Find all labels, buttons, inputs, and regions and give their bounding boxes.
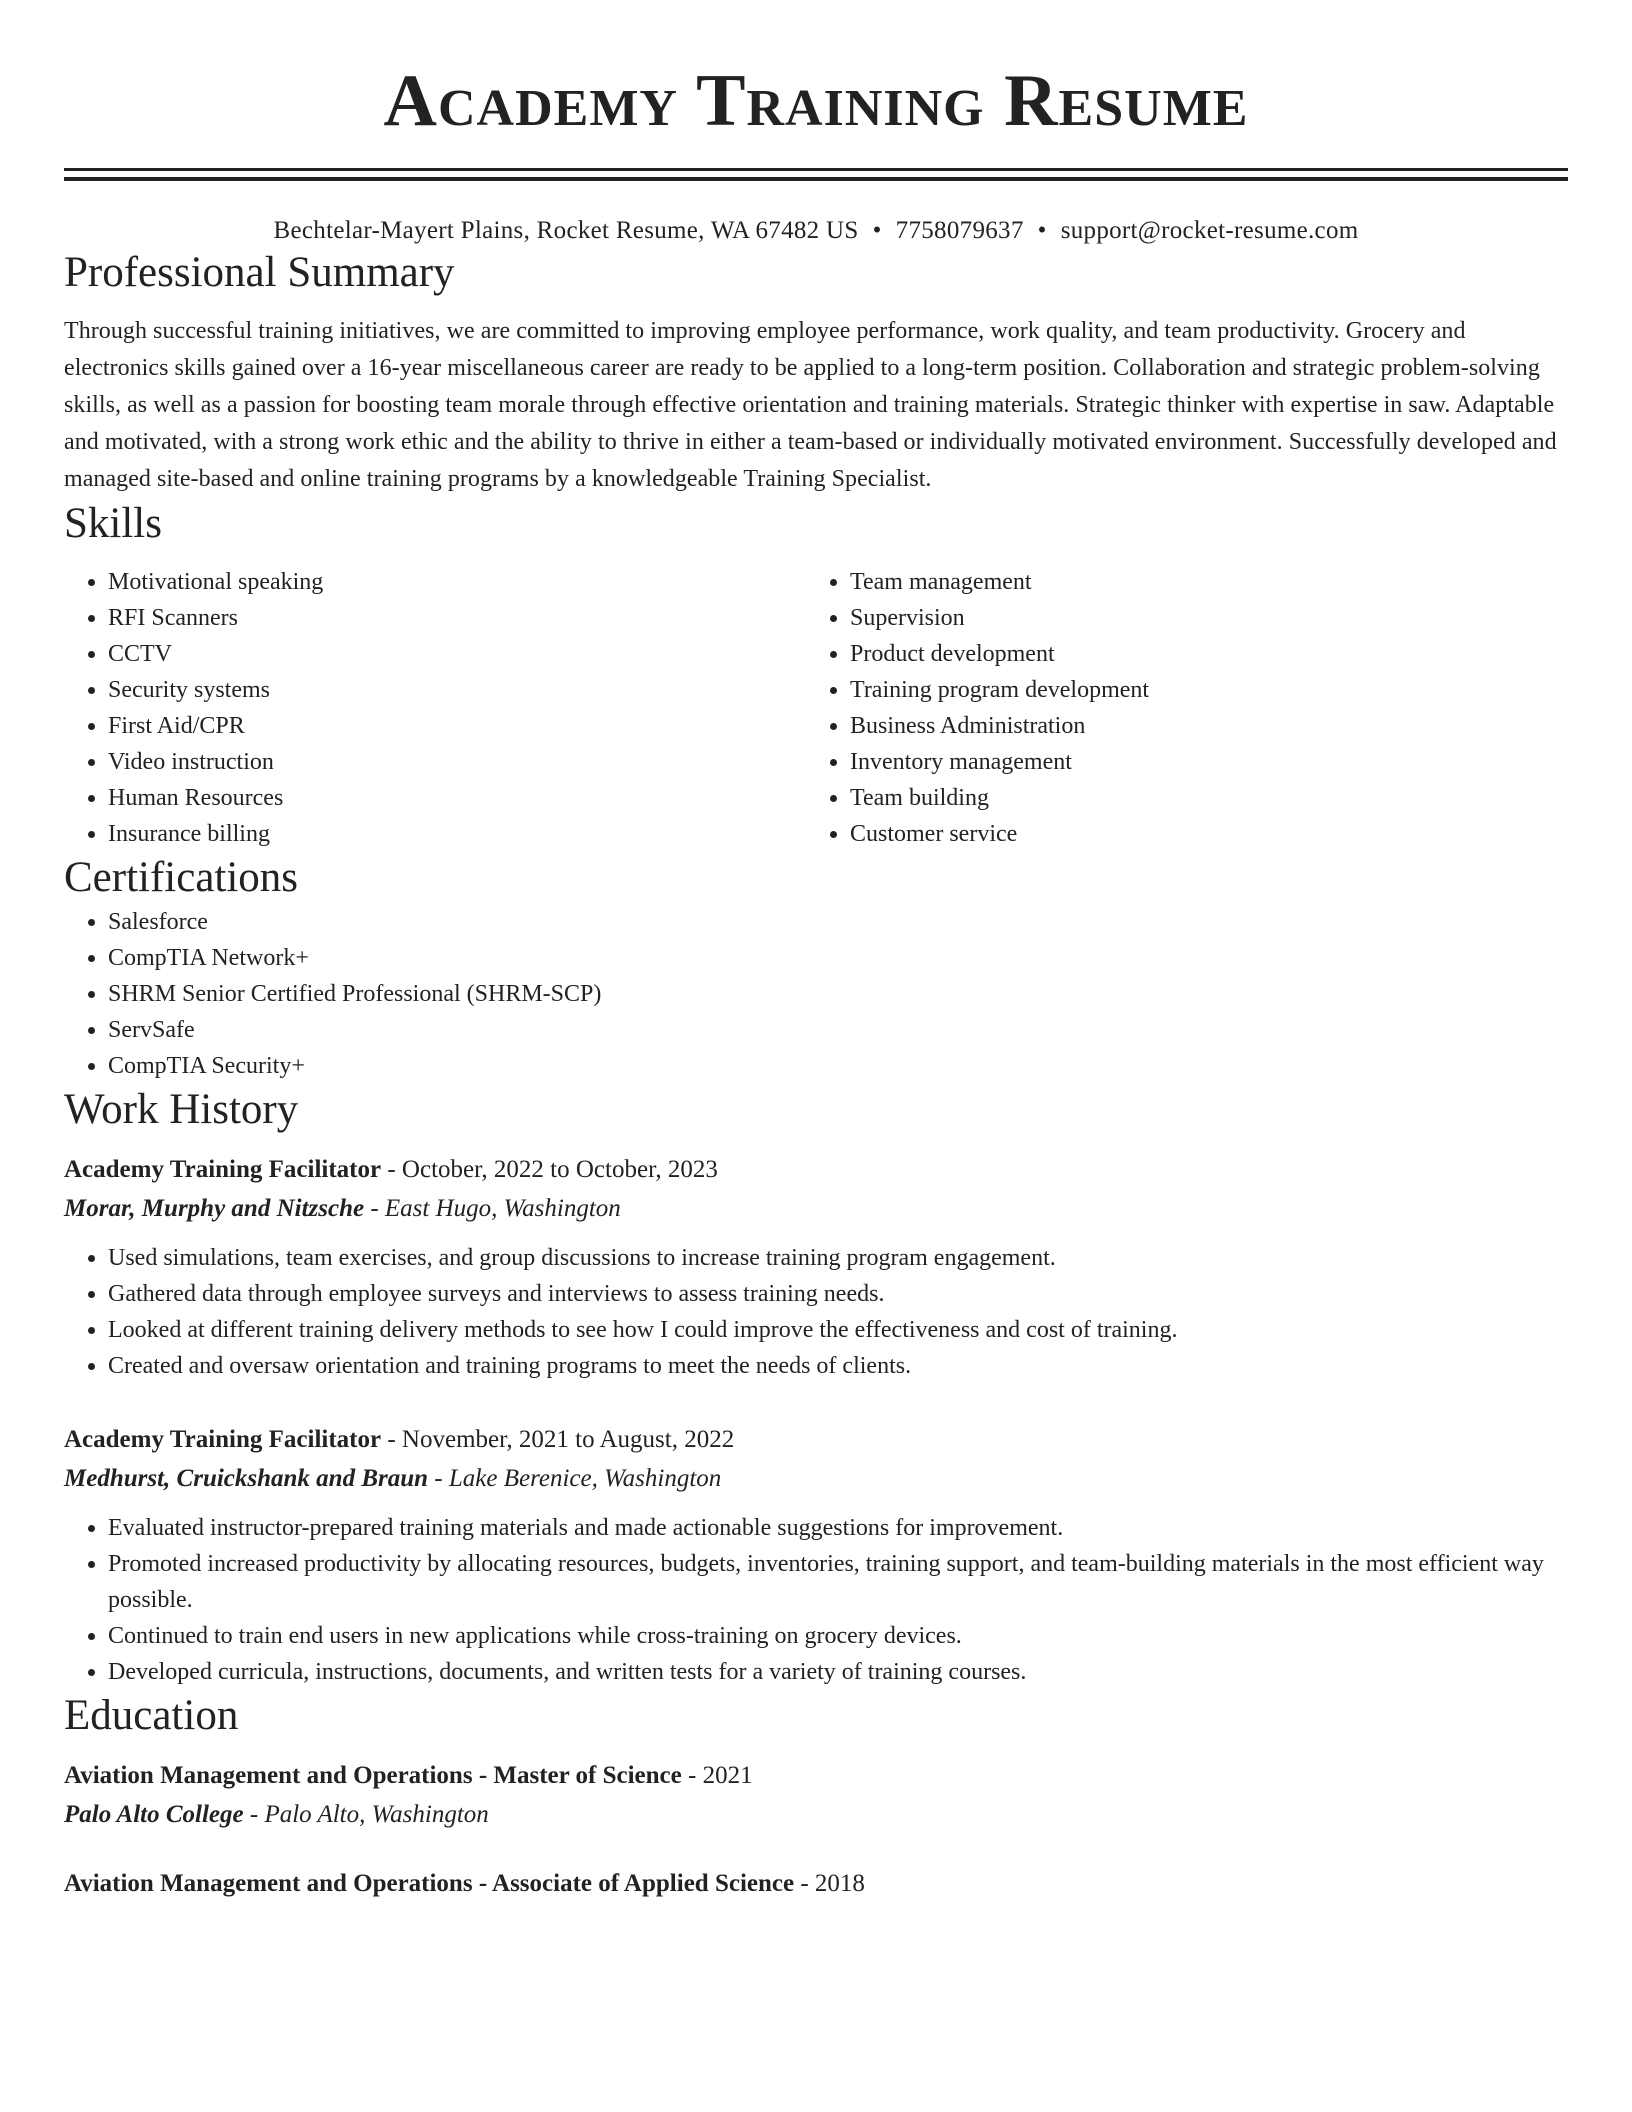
skills-list-right [806,564,1548,852]
skill-item: • CCTV [108,636,806,672]
education-degree: Aviation Management and Operations - Associate of Applied Science [64,1870,795,1897]
resume-title: Academy Training Resume [383,60,1249,142]
skill-item: • Motivational speaking [108,564,806,600]
education-entry [64,1758,1568,1836]
job-role: Academy Training Facilitator [64,1156,382,1183]
contact-line [64,215,1568,247]
job-location: - East Hugo, Washington [364,1195,621,1222]
skills-column-left [64,564,806,852]
job-dates: - October, 2022 to October, 2023 [381,1156,718,1183]
job-location: - Lake Berenice, Washington [428,1465,722,1492]
contact-separator: • [872,217,882,244]
skills-heading: Skills [64,500,162,547]
title-divider-top [64,168,1568,171]
job-company: Medhurst, Cruickshank and Braun [64,1465,429,1492]
job-duty: • Developed curricula, instructions, documents, and written tests for a variety of training courses. [108,1654,1568,1690]
skill-item: • Business Administration [850,708,1548,744]
education-entry [64,1866,1568,1902]
summary-text: Through successful training initiatives, we are committed to improving employee performance, work quality, and team productivity. Grocery and electronics skills gained over a 16-year miscellaneous career are ready to be applied to a long-term position. Collaboration and strategic problem-solving skills, as well as a passion for boosting team morale through effective orientation and training materials. Strategic thinker with expertise in saw. Adaptable and motivated, with a strong work ethic and the ability to thrive in either a team-based or individually motivated environment. Successfully developed and managed site-based and online training programs by a knowledgeable Training Specialist. [64,318,1557,492]
job-company-line [64,1458,1568,1500]
skills-list-left [64,564,806,852]
education-degree-line [64,1866,1568,1902]
job-entry [64,1422,1568,1690]
title-divider-bottom [64,177,1568,181]
education-degree: Aviation Management and Operations - Master of Science [64,1762,682,1789]
job-title-line [64,1422,1568,1458]
skill-item: • Human Resources [108,780,806,816]
contact-phone: 7758079637 [895,217,1024,244]
education-year: - 2018 [794,1870,865,1897]
certification-item: • Salesforce [108,904,1568,940]
job-company-line [64,1188,1568,1230]
skill-item: • First Aid/CPR [108,708,806,744]
skill-item: • Insurance billing [108,816,806,852]
job-role: Academy Training Facilitator [64,1426,382,1453]
certification-item: • CompTIA Security+ [108,1048,1568,1084]
job-entry [64,1152,1568,1384]
job-duties-list [64,1510,1568,1690]
skill-item: • Customer service [850,816,1548,852]
work-history-heading: Work History [64,1086,299,1133]
job-duties-list [64,1240,1568,1384]
education-school: Palo Alto College [64,1801,244,1828]
certifications-list [64,904,1568,1084]
skill-item: • Team building [850,780,1548,816]
job-title-line [64,1152,1568,1188]
contact-address: Bechtelar-Mayert Plains, Rocket Resume, WA 67482 US [273,217,859,244]
education-location: - Palo Alto, Washington [243,1801,489,1828]
skills-column-right [806,564,1548,852]
job-duty: • Used simulations, team exercises, and group discussions to increase training program engagement. [108,1240,1568,1276]
certification-item: • SHRM Senior Certified Professional (SHRM-SCP) [108,976,1568,1012]
skill-item: • Inventory management [850,744,1548,780]
certifications-heading: Certifications [64,854,299,901]
skill-item: • Video instruction [108,744,806,780]
education-degree-line [64,1758,1568,1794]
job-dates: - November, 2021 to August, 2022 [381,1426,735,1453]
certification-item: • ServSafe [108,1012,1568,1048]
job-duty: • Looked at different training delivery methods to see how I could improve the effectiveness and cost of training. [108,1312,1568,1348]
certification-item: • CompTIA Network+ [108,940,1568,976]
education-year: - 2021 [681,1762,753,1789]
skill-item: • Training program development [850,672,1548,708]
skill-item: • Team management [850,564,1548,600]
summary-heading: Professional Summary [64,249,455,296]
skills-grid [64,564,1568,852]
job-duty: • Gathered data through employee surveys and interviews to assess training needs. [108,1276,1568,1312]
job-duty: • Promoted increased productivity by allocating resources, budgets, inventories, training support, and team-building materials in the most efficient way possible. [108,1546,1568,1618]
skill-item: • Security systems [108,672,806,708]
job-company: Morar, Murphy and Nitzsche [64,1195,365,1222]
skill-item: • Supervision [850,600,1548,636]
contact-email: support@rocket-resume.com [1060,217,1359,244]
skill-item: • RFI Scanners [108,600,806,636]
education-school-line [64,1794,1568,1836]
job-duty: • Created and oversaw orientation and training programs to meet the needs of clients. [108,1348,1568,1384]
job-duty: • Evaluated instructor-prepared training materials and made actionable suggestions for improvement. [108,1510,1568,1546]
job-duty: • Continued to train end users in new applications while cross-training on grocery devices. [108,1618,1568,1654]
contact-separator: • [1037,217,1047,244]
skill-item: • Product development [850,636,1548,672]
education-heading: Education [64,1692,239,1739]
